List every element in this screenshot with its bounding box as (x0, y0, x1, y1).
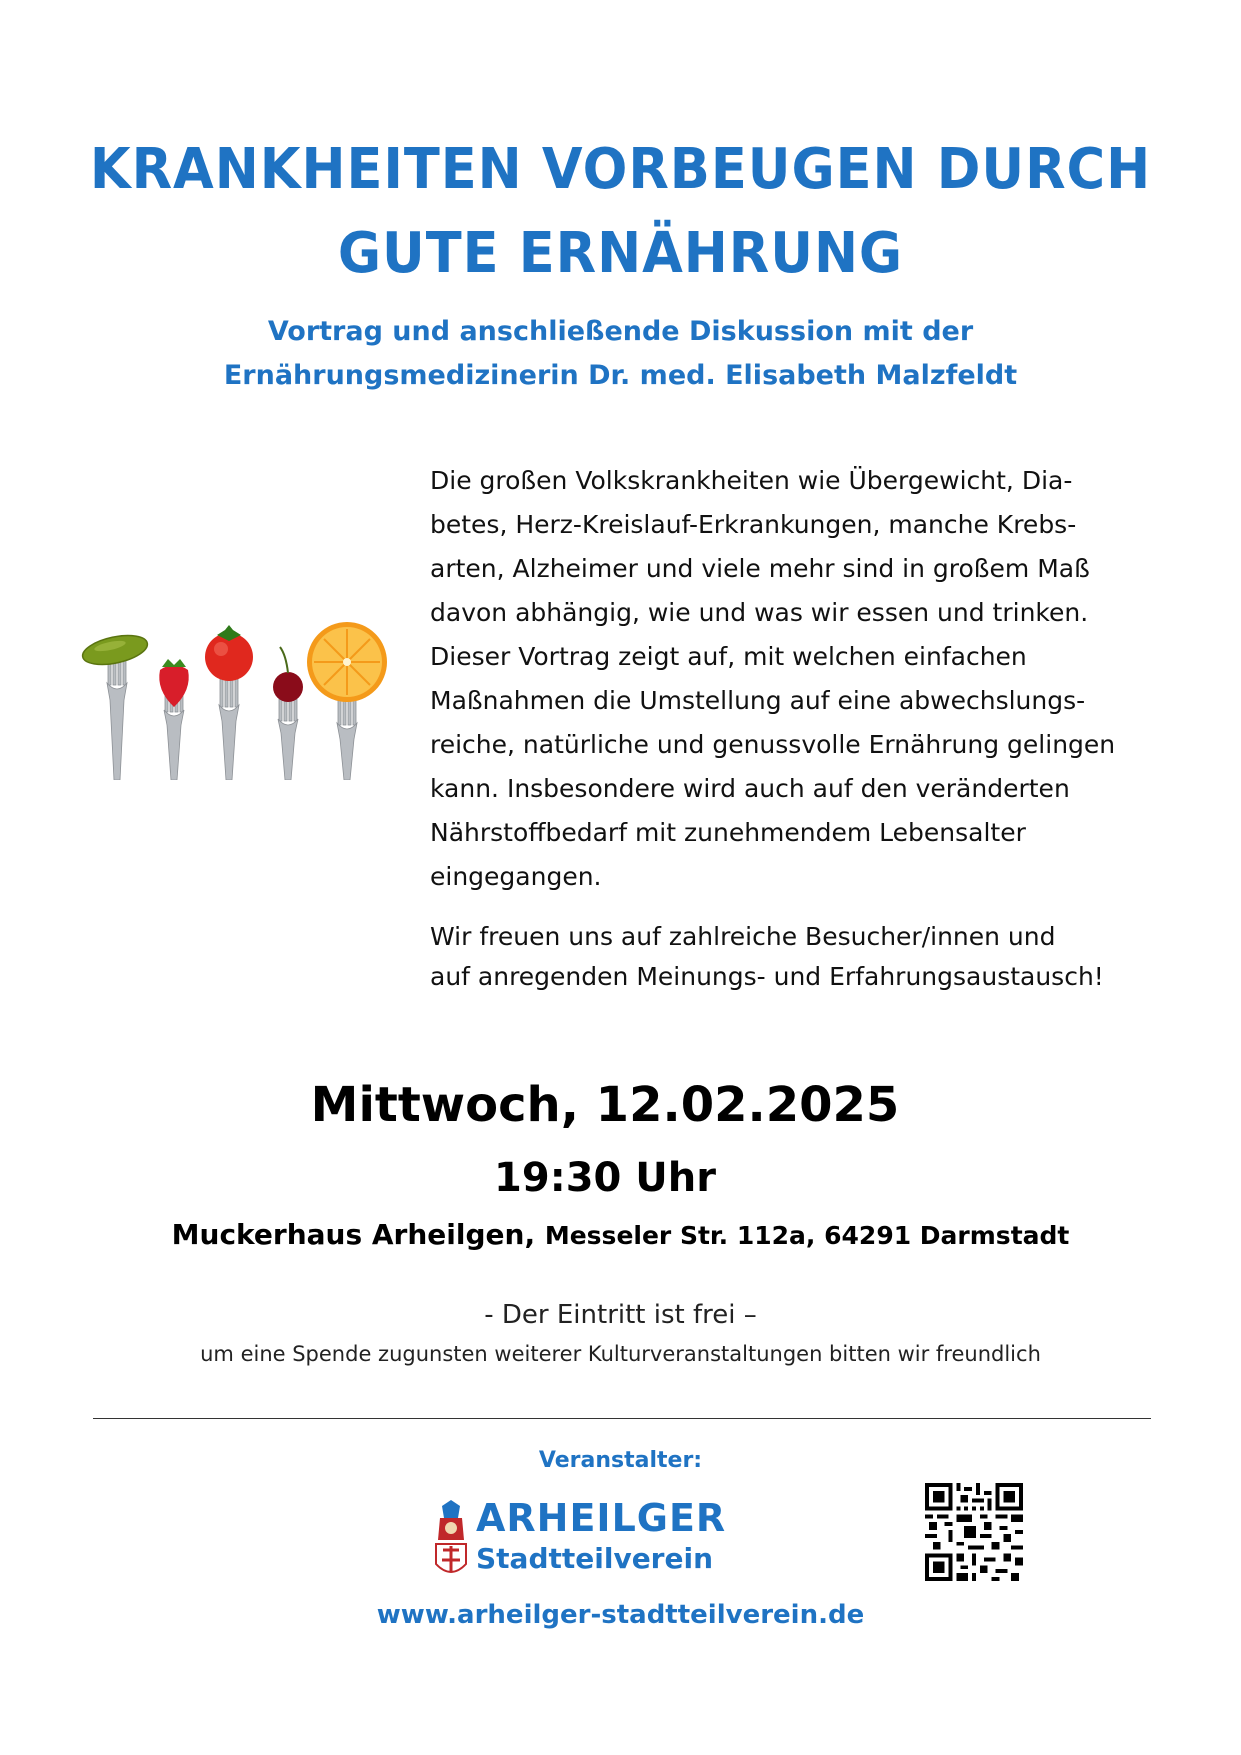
description-line: Nährstoffbedarf mit zunehmendem Lebensalter (430, 818, 1026, 847)
description-line: auf anregenden Meinungs- und Erfahrungsaustausch! (430, 962, 1104, 991)
fork-4 (278, 695, 298, 780)
description-line: kann. Insbesondere wird auch auf den veränderten (430, 774, 1070, 803)
fork-5 (337, 695, 357, 780)
event-venue (0, 1218, 1241, 1251)
cherry-icon (273, 672, 303, 702)
organizer-name: ARHEILGER (476, 1496, 727, 1540)
description-line: reiche, natürliche und genussvolle Ernährung gelingen (430, 730, 1116, 759)
donation-note: um eine Spende zugunsten weiterer Kulturveranstaltungen bitten wir freundlich (200, 1342, 1041, 1366)
qr-code-icon (925, 1483, 1023, 1581)
fork-1 (107, 655, 127, 780)
venue-address: Messeler Str. 112a, 64291 Darmstadt (544, 1221, 1070, 1250)
description-line: betes, Herz-Kreislauf-Erkrankungen, manche Krebs- (430, 510, 1077, 539)
description-line: Die großen Volkskrankheiten wie Übergewicht, Dia- (430, 466, 1073, 495)
description-line: Maßnahmen die Umstellung auf eine abwechslungs- (430, 686, 1086, 715)
description-line: Dieser Vortrag zeigt auf, mit welchen einfachen (430, 642, 1027, 671)
title-line-1: KRANKHEITEN VORBEUGEN DURCH (89, 137, 1152, 202)
description-line: arten, Alzheimer und viele mehr sind in großem Maß (430, 554, 1090, 583)
subtitle (0, 310, 1241, 398)
strawberry-icon (159, 665, 188, 707)
event-date: Mittwoch, 12.02.2025 (310, 1077, 900, 1133)
description-paragraph-2 (430, 917, 1170, 997)
organizer-subname: Stadtteilverein (476, 1542, 714, 1575)
subtitle-line-2: Ernährungsmedizinerin Dr. med. Elisabeth Malzfeldt (223, 360, 1018, 391)
description-line: davon abhängig, wie und was wir essen und trinken. (430, 598, 1089, 627)
food-on-forks-image (80, 615, 400, 780)
description-line: eingegangen. (430, 862, 602, 891)
title-line-2: GUTE ERNÄHRUNG (337, 221, 904, 286)
entry-info: - Der Eintritt ist frei – (484, 1300, 757, 1330)
pickle-icon (80, 630, 150, 669)
event-time: 19:30 Uhr (494, 1155, 716, 1201)
organizer-label: Veranstalter: (538, 1448, 703, 1473)
description-paragraph-1 (430, 459, 1170, 899)
description-line: Wir freuen uns auf zahlreiche Besucher/innen und (430, 922, 1056, 951)
divider (93, 1418, 1151, 1419)
venue-name: Muckerhaus Arheilgen, (171, 1218, 536, 1251)
organizer-website-link[interactable]: www.arheilger-stadtteilverein.de (376, 1600, 865, 1630)
organizer-logo-icon (432, 1500, 470, 1580)
fork-3 (219, 675, 239, 780)
subtitle-line-1: Vortrag und anschließende Diskussion mit der (267, 316, 974, 347)
page-title (37, 128, 1204, 296)
